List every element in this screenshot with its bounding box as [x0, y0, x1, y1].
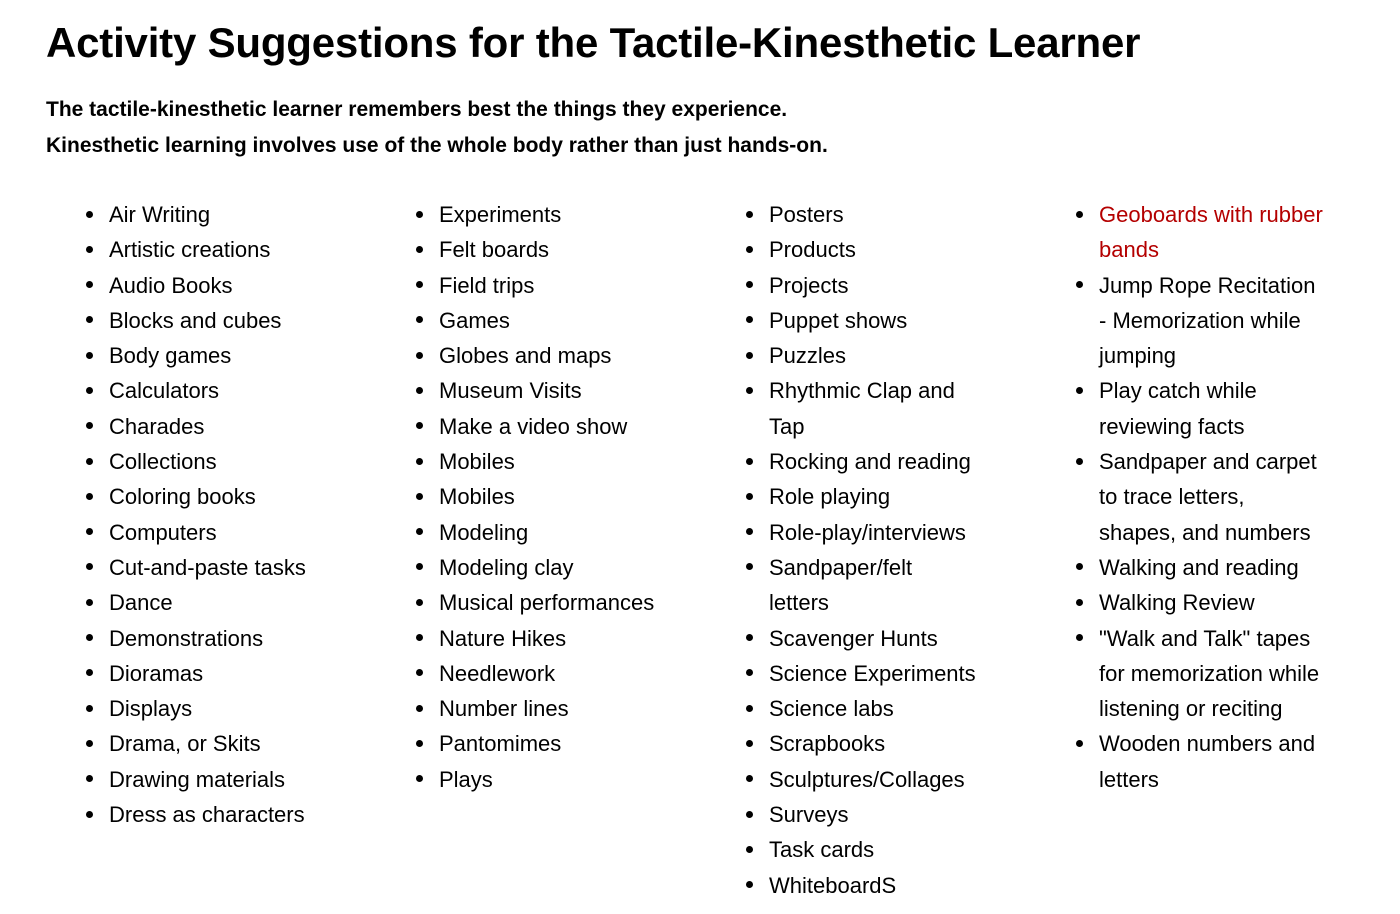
list-item: Science labs	[746, 691, 978, 726]
list-item: Calculators	[86, 373, 376, 408]
list-item: WhiteboardS	[746, 868, 978, 903]
list-item: Projects	[746, 268, 978, 303]
list-item-highlighted: Geoboards with rubber bands	[1076, 197, 1326, 268]
list-item: Products	[746, 232, 978, 267]
list-item: Cut-and-paste tasks	[86, 550, 376, 585]
list-item: Needlework	[416, 656, 706, 691]
list-item: Artistic creations	[86, 232, 376, 267]
activity-column-1	[86, 197, 376, 832]
list-item: Coloring books	[86, 479, 376, 514]
list-item: Surveys	[746, 797, 978, 832]
list-item: Rocking and reading	[746, 444, 978, 479]
list-item: Displays	[86, 691, 376, 726]
list-item: Walking and reading	[1076, 550, 1326, 585]
list-item: Number lines	[416, 691, 706, 726]
list-item: Walking Review	[1076, 585, 1326, 620]
page-title: Activity Suggestions for the Tactile-Kinesthetic Learner	[46, 19, 1141, 66]
intro-line-1: The tactile-kinesthetic learner remembers best the things they experience.	[46, 98, 788, 121]
list-item: Audio Books	[86, 268, 376, 303]
list-item: Museum Visits	[416, 373, 706, 408]
list-item: Play catch while reviewing facts	[1076, 373, 1326, 444]
list-item: Pantomimes	[416, 726, 706, 761]
list-item: Drawing materials	[86, 762, 376, 797]
list-item: Role playing	[746, 479, 978, 514]
list-item: Globes and maps	[416, 338, 706, 373]
list-item: Blocks and cubes	[86, 303, 376, 338]
list-item: Demonstrations	[86, 621, 376, 656]
list-item: Modeling	[416, 515, 706, 550]
list-item: Body games	[86, 338, 376, 373]
list-item: Collections	[86, 444, 376, 479]
list-item: Dioramas	[86, 656, 376, 691]
list-item: Mobiles	[416, 479, 706, 514]
list-item: Mobiles	[416, 444, 706, 479]
list-item: Experiments	[416, 197, 706, 232]
list-item: Make a video show	[416, 409, 706, 444]
list-item: Games	[416, 303, 706, 338]
list-item: Rhythmic Clap and Tap	[746, 373, 978, 444]
intro-text	[46, 92, 828, 163]
list-item: "Walk and Talk" tapes for memorization while listening or reciting	[1076, 621, 1326, 727]
list-item: Modeling clay	[416, 550, 706, 585]
list-item: Sculptures/Collages	[746, 762, 978, 797]
list-item: Musical performances	[416, 585, 706, 620]
list-item: Felt boards	[416, 232, 706, 267]
activity-column-3	[746, 197, 978, 903]
list-item: Task cards	[746, 832, 978, 867]
list-item: Computers	[86, 515, 376, 550]
intro-line-2: Kinesthetic learning involves use of the whole body rather than just hands-on.	[46, 133, 828, 157]
list-item: Wooden numbers and letters	[1076, 726, 1326, 797]
list-item: Jump Rope Recitation - Memorization while jumping	[1076, 268, 1326, 374]
list-item: Role-play/interviews	[746, 515, 978, 550]
list-item: Drama, or Skits	[86, 726, 376, 761]
list-item: Sandpaper/felt letters	[746, 550, 978, 621]
list-item: Dance	[86, 585, 376, 620]
activity-column-2	[416, 197, 706, 797]
list-item: Posters	[746, 197, 978, 232]
list-item: Puzzles	[746, 338, 978, 373]
list-item: Plays	[416, 762, 706, 797]
list-item: Scavenger Hunts	[746, 621, 978, 656]
list-item: Sandpaper and carpet to trace letters, shapes, and numbers	[1076, 444, 1326, 550]
list-item: Field trips	[416, 268, 706, 303]
list-item: Scrapbooks	[746, 726, 978, 761]
list-item: Nature Hikes	[416, 621, 706, 656]
list-item: Air Writing	[86, 197, 376, 232]
activity-column-4	[1076, 197, 1326, 797]
list-item: Puppet shows	[746, 303, 978, 338]
list-item: Science Experiments	[746, 656, 978, 691]
list-item: Charades	[86, 409, 376, 444]
list-item: Dress as characters	[86, 797, 376, 832]
